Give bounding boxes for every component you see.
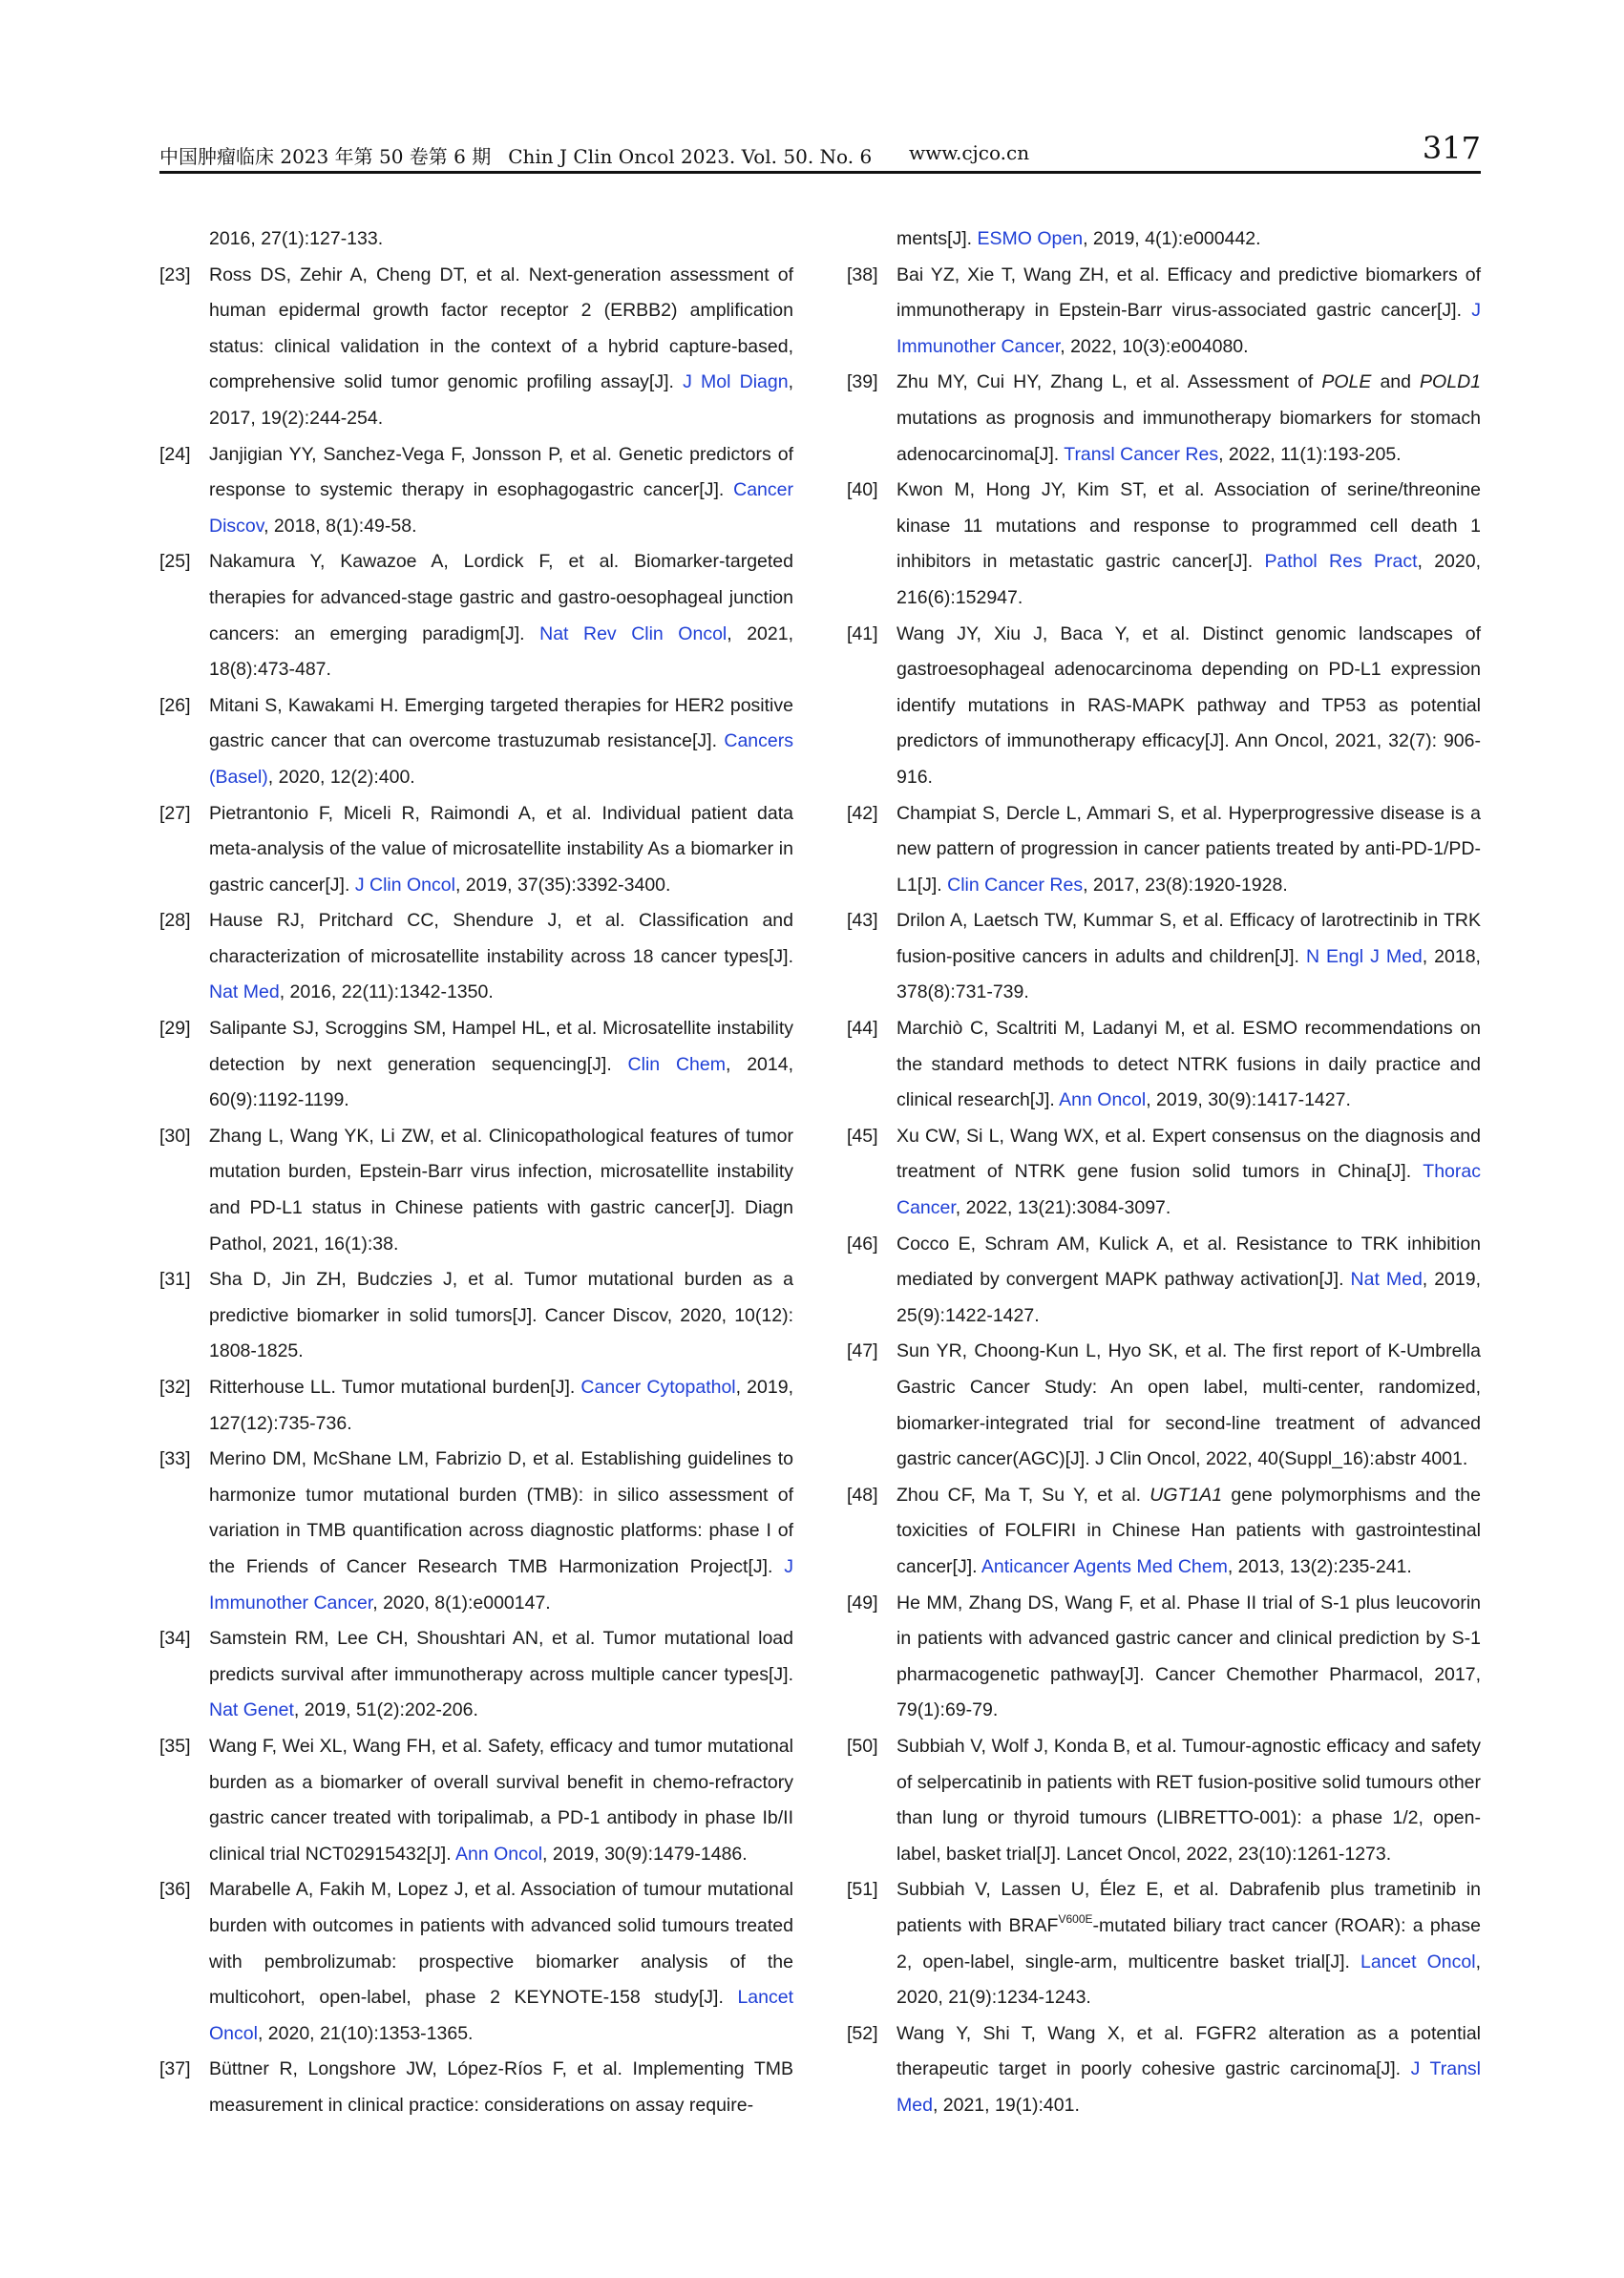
page-number: 317 <box>1422 130 1481 166</box>
reference-number: [52] <box>847 2022 878 2044</box>
reference-text: , 2020, 12(2):400. <box>267 766 415 788</box>
reference-text: Janjigian YY, Sanchez-Vega F, Jonsson P, et al. Genetic predictors of response to systemic therapy in esophagogastric cancer[J]. <box>209 443 793 501</box>
reference-number: [45] <box>847 1125 878 1147</box>
journal-link[interactable]: Anticancer Agents Med Chem <box>981 1555 1228 1577</box>
reference-item <box>847 1478 1481 1586</box>
journal-link[interactable]: Nat Med <box>209 981 280 1003</box>
reference-text: , 2019, 25(9):1422-1427. <box>896 1269 1482 1326</box>
journal-link[interactable]: Lancet Oncol <box>1360 1951 1476 1972</box>
reference-text: Drilon A, Laetsch TW, Kummar S, et al. Efficacy of larotrectinib in TRK fusion-positive cancers in adults and children[J]. <box>896 910 1481 967</box>
journal-link[interactable]: Thorac Cancer <box>896 1161 1481 1219</box>
reference-list-left <box>159 258 793 2124</box>
reference-text: Wang JY, Xiu J, Baca Y, et al. Distinct genomic landscapes of gastroesophageal adenocarcinoma depending on PD-L1 expression identify mutations in RAS-MAPK pathway and TP53 as potential predictors of immunotherapy efficacy[J]. Ann Oncol, 2021, 32(7): 906-916. <box>896 622 1481 788</box>
gene-name: POLE <box>1321 371 1372 393</box>
journal-citation <box>159 141 872 169</box>
reference-text: Salipante SJ, Scroggins SM, Hampel HL, et al. Microsatellite instability detection by next generation sequencing[J]. <box>209 1018 793 1075</box>
gene-name: UGT1A1 <box>1149 1484 1223 1506</box>
reference-continuation: ments[J]. ESMO Open, 2019, 4(1):e000442. <box>896 228 1261 249</box>
reference-item <box>847 1119 1481 1227</box>
reference-number: [38] <box>847 264 878 285</box>
journal-link[interactable]: J Immunother Cancer <box>209 1555 793 1614</box>
reference-text: Subbiah V, Lassen U, Élez E, et al. Dabrafenib plus trametinib in patients with BRAF <box>896 1879 1481 1936</box>
reference-text: , 2021, 19(1):401. <box>932 2094 1080 2116</box>
reference-text: Hause RJ, Pritchard CC, Shendure J, et al. Classification and characterization of microsatellite instability across 18 cancer types[J]. <box>209 910 793 967</box>
reference-number: [24] <box>159 443 191 465</box>
gene-name: POLD1 <box>1420 371 1481 393</box>
reference-number: [30] <box>159 1125 191 1147</box>
reference-text: , 2020, 216(6):152947. <box>896 551 1481 608</box>
page-header <box>159 124 1481 172</box>
reference-text: Champiat S, Dercle L, Ammari S, et al. Hyperprogressive disease is a new pattern of progression in cancer patients treated by anti-PD-1/PD-L1[J]. <box>896 802 1481 896</box>
journal-link[interactable]: J Clin Oncol <box>354 874 455 896</box>
reference-item <box>847 1011 1481 1119</box>
journal-link[interactable]: Nat Med <box>1350 1269 1423 1291</box>
reference-text: Zhang L, Wang YK, Li ZW, et al. Clinicopathological features of tumor mutation burden, Epstein-Barr virus infection, microsatellite instability and PD-L1 status in Chinese patients with gastric cancer[J]. Diagn Pathol, 2021, 16(1):38. <box>209 1125 793 1255</box>
reference-text: Subbiah V, Wolf J, Konda B, et al. Tumour-agnostic efficacy and safety of selpercatinib in patients with RET fusion-positive solid tumours other than lung or thyroid tumours (LIBRETTO-001): a phase 1/2, open-label, basket trial[J]. Lancet Oncol, 2022, 23(10):1261-1273. <box>896 1735 1481 1865</box>
reference-item <box>847 473 1481 616</box>
left-column <box>159 221 793 2123</box>
journal-link[interactable]: J Mol Diagn <box>683 371 789 393</box>
reference-text: , 2020, 21(9):1234-1243. <box>896 1951 1482 2009</box>
reference-text: , 2014, 60(9):1192-1199. <box>209 1053 793 1111</box>
reference-number: [23] <box>159 264 191 285</box>
reference-number: [46] <box>847 1233 878 1255</box>
journal-link[interactable]: Cancer Cytopathol <box>580 1377 736 1398</box>
reference-text: , 2019, 30(9):1479-1486. <box>542 1843 748 1865</box>
reference-number: [50] <box>847 1735 878 1757</box>
reference-item <box>847 1227 1481 1335</box>
reference-number: [47] <box>847 1340 878 1362</box>
journal-link[interactable]: J Immunother Cancer <box>896 300 1481 357</box>
journal-link[interactable]: Cancers (Basel) <box>209 730 793 788</box>
reference-list-right <box>847 258 1481 2124</box>
journal-link[interactable]: Clin Chem <box>627 1053 726 1075</box>
journal-link[interactable]: Transl Cancer Res <box>1064 443 1219 465</box>
reference-number: [25] <box>159 551 191 573</box>
journal-link[interactable]: J Transl Med <box>896 2058 1481 2116</box>
journal-link[interactable]: Nat Rev Clin Oncol <box>539 622 728 644</box>
reference-text: Marchiò C, Scaltriti M, Ladanyi M, et al. ESMO recommendations on the standard methods to detect NTRK fusions in daily practice and clinical research[J]. <box>896 1018 1481 1111</box>
reference-number: [48] <box>847 1484 878 1506</box>
reference-number: [42] <box>847 802 878 824</box>
reference-number: [51] <box>847 1879 878 1901</box>
reference-number: [44] <box>847 1018 878 1040</box>
reference-item <box>159 1442 793 1621</box>
reference-text: , 2013, 13(2):235-241. <box>1227 1555 1412 1577</box>
reference-text: , 2019, 37(35):3392-3400. <box>454 874 671 896</box>
reference-text: Wang Y, Shi T, Wang X, et al. FGFR2 alteration as a potential therapeutic target in poorly cohesive gastric carcinoma[J]. <box>896 2022 1481 2080</box>
reference-item <box>847 365 1481 473</box>
reference-item <box>159 903 793 1011</box>
reference-text: Xu CW, Si L, Wang WX, et al. Expert consensus on the diagnosis and treatment of NTRK gene fusion solid tumors in China[J]. <box>896 1125 1481 1183</box>
journal-link[interactable]: ESMO Open <box>977 228 1084 249</box>
reference-item <box>159 1370 793 1442</box>
header-divider <box>159 171 1481 174</box>
reference-text: Wang F, Wei XL, Wang FH, et al. Safety, efficacy and tumor mutational burden as a biomarker of overall survival benefit in chemo-refractory gastric cancer treated with toripalimab, a PD-1 antibody in phase Ib/II clinical trial NCT02915432[J]. <box>209 1735 793 1865</box>
reference-text: Sha D, Jin ZH, Budczies J, et al. Tumor mutational burden as a predictive biomarker in solid tumors[J]. Cancer Discov, 2020, 10(12): 1808-1825. <box>209 1269 793 1362</box>
reference-item <box>159 1729 793 1872</box>
reference-item <box>159 1621 793 1729</box>
reference-text: He MM, Zhang DS, Wang F, et al. Phase II trial of S-1 plus leucovorin in patients with advanced gastric cancer and clinical prediction by S-1 pharmacogenetic pathway[J]. Cancer Chemother Pharmacol, 2017, 79(1):69-79. <box>896 1592 1481 1721</box>
reference-item <box>847 2016 1481 2124</box>
reference-item <box>847 796 1481 904</box>
reference-item <box>159 437 793 545</box>
journal-name-cn: 中国肿瘤临床 2023 年第 50 卷第 6 期 <box>159 145 492 168</box>
reference-text: , 2019, 127(12):735-736. <box>209 1377 793 1434</box>
reference-item <box>847 1334 1481 1477</box>
mutation-superscript: V600E <box>1058 1911 1093 1926</box>
journal-link[interactable]: Clin Cancer Res <box>947 874 1084 896</box>
journal-link[interactable]: Lancet Oncol <box>209 1987 793 2044</box>
reference-item <box>159 796 793 904</box>
reference-text: , 2017, 23(8):1920-1928. <box>1083 874 1288 896</box>
reference-text: , 2019, 30(9):1417-1427. <box>1146 1089 1351 1111</box>
reference-text: Zhu MY, Cui HY, Zhang L, et al. Assessment of <box>896 371 1322 393</box>
reference-text: , 2018, 378(8):731-739. <box>896 945 1481 1003</box>
journal-link[interactable]: Pathol Res Pract <box>1264 551 1418 573</box>
reference-number: [34] <box>159 1628 191 1650</box>
reference-item <box>847 617 1481 796</box>
reference-text: , 2021, 18(8):473-487. <box>209 622 794 681</box>
reference-text: Ritterhouse LL. Tumor mutational burden[J]. <box>209 1377 581 1398</box>
journal-link[interactable]: Cancer Discov <box>209 479 793 537</box>
journal-link[interactable]: Ann Oncol <box>1059 1089 1147 1111</box>
reference-number: [43] <box>847 910 878 932</box>
reference-text: Ross DS, Zehir A, Cheng DT, et al. Next-generation assessment of human epidermal growth factor receptor 2 (ERBB2) amplification status: clinical validation in the context of a hybrid capture-based, comprehensive solid tumor genomic profiling assay[J]. <box>209 264 793 393</box>
reference-text: Pietrantonio F, Miceli R, Raimondi A, et al. Individual patient data meta-analysis of the value of microsatellite instability As a biomarker in gastric cancer[J]. <box>209 802 793 896</box>
reference-text: Kwon M, Hong JY, Kim ST, et al. Association of serine/threonine kinase 11 mutations and response to programmed cell death 1 inhibitors in metastatic gastric cancer[J]. <box>896 479 1481 573</box>
reference-text: Büttner R, Longshore JW, López-Ríos F, et al. Implementing TMB measurement in clinical practice: considerations on assay require- <box>209 2058 793 2116</box>
reference-number: [26] <box>159 694 191 716</box>
journal-link[interactable]: Nat Genet <box>209 1699 294 1721</box>
reference-number: [39] <box>847 371 878 393</box>
reference-text: Zhou CF, Ma T, Su Y, et al. <box>896 1484 1150 1506</box>
reference-number: [27] <box>159 802 191 824</box>
reference-text: , 2016, 22(11):1342-1350. <box>279 981 494 1003</box>
reference-number: [32] <box>159 1377 191 1398</box>
reference-number: [41] <box>847 622 878 644</box>
reference-item <box>159 544 793 687</box>
reference-number: [33] <box>159 1448 191 1470</box>
reference-item <box>847 258 1481 366</box>
journal-name-en: Chin J Clin Oncol 2023. Vol. 50. No. 6 <box>508 145 873 168</box>
reference-item <box>847 1872 1481 2015</box>
reference-text: , 2022, 11(1):193-205. <box>1218 443 1402 465</box>
reference-text: , 2020, 8(1):e000147. <box>372 1592 551 1614</box>
reference-number: [28] <box>159 910 191 932</box>
reference-text: Bai YZ, Xie T, Wang ZH, et al. Efficacy and predictive biomarkers of immunotherapy in Epstein-Barr virus-associated gastric cancer[J]. <box>896 264 1481 322</box>
reference-number: [40] <box>847 479 878 501</box>
reference-text: mutations as prognosis and immunotherapy biomarkers for stomach adenocarcinoma[J]. <box>896 407 1481 465</box>
reference-item <box>847 1729 1481 1872</box>
reference-text: , 2017, 19(2):244-254. <box>209 371 793 429</box>
reference-item <box>159 1262 793 1370</box>
right-column <box>847 221 1481 2123</box>
reference-item <box>159 1119 793 1262</box>
reference-number: [31] <box>159 1269 191 1291</box>
reference-text: gene polymorphisms and the toxicities of FOLFIRI in Chinese Han patients with gastrointestinal cancer[J]. <box>896 1484 1481 1577</box>
reference-number: [35] <box>159 1735 191 1757</box>
reference-text: , 2022, 13(21):3084-3097. <box>955 1197 1171 1219</box>
reference-number: [36] <box>159 1879 191 1901</box>
reference-text: -mutated biliary tract cancer (ROAR): a phase 2, open-label, single-arm, multicentre basket trial[J]. <box>896 1914 1481 1972</box>
reference-item <box>159 1011 793 1119</box>
reference-item <box>159 2052 793 2123</box>
reference-text: Sun YR, Choong-Kun L, Hyo SK, et al. The first report of K-Umbrella Gastric Cancer Study: An open label, multi-center, randomized, biomarker-integrated trial for second-line treatment of advanced gastric cancer(AGC)[J]. J Clin Oncol, 2022, 40(Suppl_16):abstr 4001. <box>896 1340 1481 1470</box>
reference-item <box>159 258 793 437</box>
reference-item <box>159 1872 793 2052</box>
reference-text: , 2020, 21(10):1353-1365. <box>257 2022 474 2044</box>
reference-text: , 2022, 10(3):e004080. <box>1060 335 1249 357</box>
reference-text: , 2018, 8(1):49-58. <box>264 515 417 537</box>
reference-text: , 2019, 51(2):202-206. <box>293 1699 478 1721</box>
reference-text: Mitani S, Kawakami H. Emerging targeted therapies for HER2 positive gastric cancer that can overcome trastuzumab resistance[J]. <box>209 694 793 752</box>
reference-text: Merino DM, McShane LM, Fabrizio D, et al. Establishing guidelines to harmonize tumor mutational burden (TMB): in silico assessment of variation in TMB quantification across diagnostic platforms: phase I of the Friends of Cancer Research TMB Harmonization Project[J]. <box>209 1448 793 1577</box>
reference-text: and <box>1371 371 1421 393</box>
journal-link[interactable]: Ann Oncol <box>454 1843 543 1865</box>
reference-number: [49] <box>847 1592 878 1614</box>
reference-number: [29] <box>159 1018 191 1040</box>
reference-text: Samstein RM, Lee CH, Shoushtari AN, et al. Tumor mutational load predicts survival after immunotherapy across multiple cancer types[J]. <box>209 1628 793 1685</box>
reference-text: Marabelle A, Fakih M, Lopez J, et al. Association of tumour mutational burden with outcomes in patients with advanced solid tumours treated with pembrolizumab: prospective biomarker analysis of the multicohort, open-label, phase 2 KEYNOTE-158 study[J]. <box>209 1879 793 2009</box>
reference-text: Cocco E, Schram AM, Kulick A, et al. Resistance to TRK inhibition mediated by convergent MAPK pathway activation[J]. <box>896 1233 1481 1291</box>
reference-continuation: 2016, 27(1):127-133. <box>209 228 384 249</box>
reference-item <box>159 688 793 796</box>
reference-item <box>847 1586 1481 1729</box>
reference-item <box>847 903 1481 1011</box>
reference-number: [37] <box>159 2058 191 2080</box>
journal-link[interactable]: N Engl J Med <box>1305 945 1423 967</box>
reference-text: Nakamura Y, Kawazoe A, Lordick F, et al. Biomarker-targeted therapies for advanced-stage gastric and gastro-oesophageal junction cancers: an emerging paradigm[J]. <box>209 551 793 644</box>
journal-url[interactable]: www.cjco.cn <box>909 141 1030 164</box>
